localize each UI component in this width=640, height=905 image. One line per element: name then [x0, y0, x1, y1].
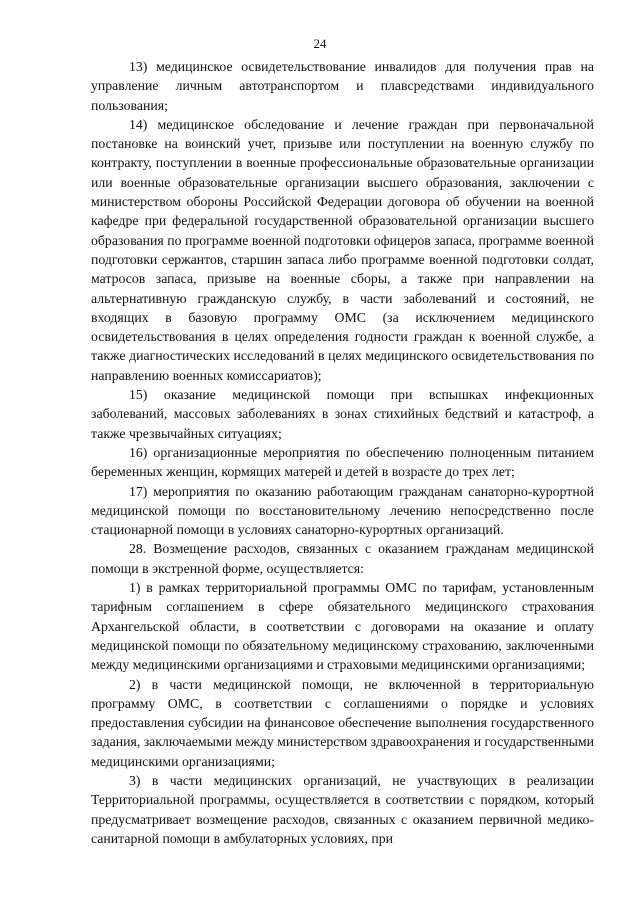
paragraph-item-13: 13) медицинское освидетельствование инвалидов для получения прав на управление личным автотранспортом и плавсредствами индивидуального пользования;	[91, 59, 594, 113]
paragraph-item-15: 15) оказание медицинской помощи при вспышках инфекционных заболеваний, массовых заболеваниях в зонах стихийных бедствий и катастроф, а также чрезвычайных ситуациях;	[91, 387, 594, 441]
paragraph-section-28: 28. Возмещение расходов, связанных с оказанием гражданам медицинской помощи в экстренной форме, осуществляется:	[91, 541, 594, 576]
document-body	[91, 57, 594, 848]
paragraph-item-14: 14) медицинское обследование и лечение граждан при первоначальной постановке на воинский учет, призыве или поступлении на военную службу по контракту, поступлении в военные профессиональные образовательные организации или военные образовательные организации высшего образования, заключении с министерством обороны Российской Федерации договора об обучении на военной кафедре при федеральной государственной образовательной организации высшего образования по программе военной подготовки офицеров запаса, программе военной подготовки сержантов, старшин запаса либо программе военной подготовки солдат, матросов запаса, призыве на военные сборы, а также при направлении на альтернативную гражданскую службу, в части заболеваний и состояний, не входящих в базовую программу ОМС (за исключением медицинского освидетельствования в целях определения годности граждан к военной службе, а также диагностических исследований в целях медицинского освидетельствования по направлению военных комиссариатов);	[91, 116, 594, 383]
page-number: 24	[313, 36, 327, 51]
paragraph-subitem-1: 1) в рамках территориальной программы ОМС по тарифам, установленным тарифным соглашением в сфере обязательного медицинского страхования Архангельской области, в соответствии с договорами на оказание и оплату медицинской помощи по обязательному медицинскому страхованию, заключенными между медицинскими организациями и страховыми медицинскими организациями;	[91, 580, 594, 673]
paragraph-item-16: 16) организационные мероприятия по обеспечению полноценным питанием беременных женщин, кормящих матерей и детей в возрасте до трех лет;	[91, 444, 594, 480]
paragraph-subitem-2: 2) в части медицинской помощи, не включенной в территориальную программу ОМС, в соответствии с соглашениями о порядке и условиях предоставления субсидии на финансовое обеспечение выполнения государственного задания, заключаемыми между министерством здравоохранения и государственными медицинскими организациями;	[91, 676, 594, 769]
paragraph-subitem-3: 3) в части медицинских организаций, не участвующих в реализации Территориальной программы, осуществляется в соответствии с порядком, который предусматривает возмещение расходов, связанных с оказанием первичной медико-санитарной помощи в амбулаторных условиях, при	[91, 772, 594, 846]
paragraph-item-17: 17) мероприятия по оказанию работающим гражданам санаторно-курортной медицинской помощи по восстановительному лечению непосредственно после стационарной помощи в условиях санаторно-курортных организаций.	[91, 483, 594, 538]
